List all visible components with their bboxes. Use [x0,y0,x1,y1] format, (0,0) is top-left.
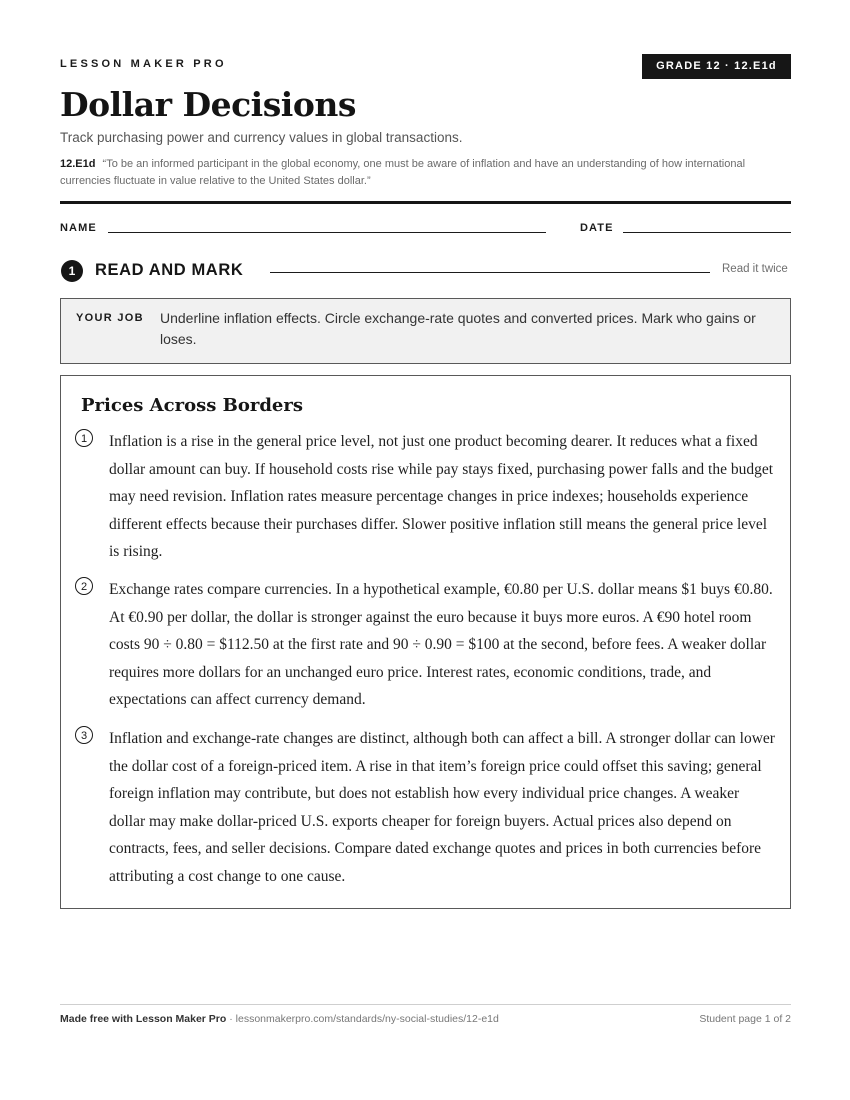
paragraph-text: Exchange rates compare currencies. In a hypothetical example, €0.80 per U.S. dollar means $1 buys €0.80. At €0.90 per dollar, the dollar is stronger against the euro because it buys more euros. A €90 hotel room costs 90 ÷ 0.80 = $112.50 at the first rate and 90 ÷ 0.90 = $100 at the second, before fees. A weaker dollar requires more dollars for an unchanged euro price. Interest rates, economic conditions, trade, and expectations can affect currency demand. [109,581,773,708]
name-field[interactable] [108,232,546,233]
page-title: Dollar Decisions [60,85,356,124]
instructions-box [60,298,791,364]
footer-divider [60,1004,791,1005]
instructions-text: Underline inflation effects. Circle exchange-rate quotes and converted prices. Mark who gains or loses. [160,310,756,347]
standard-code: 12.E1d [60,158,96,170]
footer-brand: Made free with Lesson Maker Pro [60,1013,227,1025]
footer-credit [60,1013,499,1025]
paragraph-1 [75,428,775,566]
section-divider [270,272,710,273]
page-indicator: Student page 1 of 2 [699,1013,791,1025]
section-title: READ AND MARK [95,261,244,279]
name-label: NAME [60,222,97,234]
standard-statement [60,156,790,190]
footer-url[interactable]: · lessonmakerpro.com/standards/ny-social-studies/12-e1d [226,1013,499,1025]
grade-badge: GRADE 12 · 12.E1d [642,54,791,79]
brand-name: LESSON MAKER PRO [60,58,227,70]
instructions-label: YOUR JOB [76,312,144,324]
standard-text: “To be an informed participant in the global economy, one must be aware of inflation and have an understanding of how international currencies fluctuate in value relative to the United States dollar.” [60,158,746,187]
date-field[interactable] [623,232,791,233]
paragraph-text: Inflation is a rise in the general price level, not just one product becoming dearer. It reduces what a fixed dollar amount can buy. If household costs rise while pay stays fixed, purchasing power falls and the budget may need revision. Inflation rates measure percentage changes in price indexes; households experience different effects because their purchases differ. Slower positive inflation still means the general price level is rising. [109,433,774,560]
paragraph-number: 3 [75,726,93,744]
paragraph-2 [75,576,775,714]
reading-title: Prices Across Borders [81,395,303,416]
section-hint: Read it twice [722,263,788,275]
header-divider [60,201,791,204]
page-subtitle: Track purchasing power and currency values in global transactions. [60,130,463,145]
reading-passage [60,375,791,909]
date-label: DATE [580,222,614,234]
paragraph-number: 1 [75,429,93,447]
paragraph-number: 2 [75,577,93,595]
section-number-badge: 1 [61,260,83,282]
paragraph-text: Inflation and exchange-rate changes are distinct, although both can affect a bill. A stronger dollar can lower the dollar cost of a foreign-priced item. A rise in that item’s foreign price could offset this saving; general foreign inflation may contribute, but does not establish how every individual price changes. A weaker dollar may make dollar-priced U.S. exports cheaper for foreign buyers. Actual prices also depend on contracts, fees, and seller decisions. Compare dated exchange quotes and prices in both currencies before attributing a cost change to one cause. [109,730,775,885]
paragraph-3 [75,725,775,890]
